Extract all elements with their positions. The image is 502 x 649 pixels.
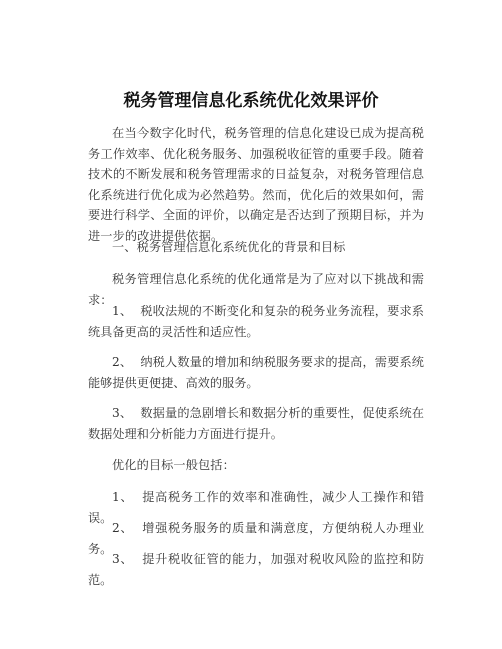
- list-text: 提高税务工作的效率和准确性，减少人工操作和错误。: [88, 490, 425, 525]
- list-text: 纳税人数量的增加和纳税服务要求的提高，需要系统能够提供更便捷、高效的服务。: [88, 355, 424, 390]
- section-heading: 一、税务管理信息化系统优化的背景和目标: [112, 240, 346, 254]
- list-number: 3、: [112, 552, 134, 566]
- list-text: 增强税务服务的质量和满意度，方便纳税人办理业务。: [88, 521, 425, 556]
- list-text: 提升税收征管的能力，加强对税收风险的监控和防范。: [88, 552, 425, 587]
- list-number: 2、: [112, 521, 134, 535]
- list-number: 1、: [112, 490, 134, 504]
- intro-paragraph: 在当今数字化时代，税务管理的信息化建设已成为提高税务工作效率、优化税务服务、加强税收征管的重要手段。随着技术的不断发展和税务管理需求的日益复杂，对税务管理信息化系统进行优化成为必然趋势。然而，优化后的效果如何，需要进行科学、全面的评价，以确定是否达到了预期目标，并为进一步的改进提供依据。: [88, 126, 424, 243]
- list-text: 数据量的急剧增长和数据分析的重要性，促使系统在数据处理和分析能力方面进行提升。: [88, 406, 424, 441]
- list-number: 2、: [112, 355, 133, 369]
- list-number: 1、: [112, 304, 133, 318]
- list-text: 税收法规的不断变化和复杂的税务业务流程，要求系统具备更高的灵活性和适应性。: [88, 304, 424, 339]
- challenge-item: [88, 301, 424, 342]
- challenge-item: [88, 352, 424, 393]
- goal-item: [88, 549, 424, 590]
- goals-lead: 优化的目标一般包括：: [112, 458, 235, 472]
- background-lead: 税务管理信息化系统的优化通常是为了应对以下挑战和需求：: [88, 272, 424, 307]
- challenge-item: [88, 403, 424, 444]
- list-number: 3、: [112, 406, 133, 420]
- document-title: 税务管理信息化系统优化效果评价: [123, 91, 379, 111]
